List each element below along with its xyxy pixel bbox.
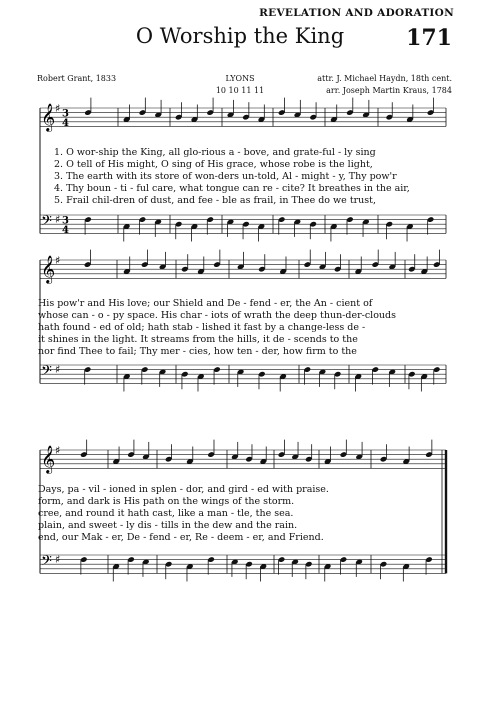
system-1-verse-4-lyrics: 4. Thy boun - ti - ful care, what tongue can re - cite? It breathes in the air, xyxy=(54,183,410,194)
system-1-verse-3-lyrics: 3. The earth with its store of won-ders un-told, Al - might - y, Thy pow'r xyxy=(54,171,397,182)
section-heading: REVELATION AND ADORATION xyxy=(259,7,454,19)
system-1-verse-1-lyrics: 1. O wor-ship the King, all glo-rious a - bove, and grate-ful - ly sing xyxy=(54,147,376,158)
composer-credit: attr. J. Michael Haydn, 18th cent. xyxy=(317,74,452,83)
system-1-bass-clef: 𝄢 xyxy=(41,213,52,233)
arranger-credit: arr. Joseph Martin Kraus, 1784 xyxy=(326,86,452,95)
system-2-treble-key-sharp: ♯ xyxy=(55,254,61,267)
system-3-verse-2-lyrics: form, and dark is His path on the wings of the storm. xyxy=(38,496,295,507)
system-1-time-signature-top: 3 xyxy=(62,108,69,120)
system-3-bass-clef: 𝄢 xyxy=(41,553,52,573)
system-3-verse-5-lyrics: end, our Mak - er, De - fend - er, Re - deem - er, and Friend. xyxy=(38,532,324,543)
system-2-verse-2-lyrics: whose can - o - py space. His char - iots of wrath the deep thun-der-clouds xyxy=(38,310,397,321)
system-2-bass-clef: 𝄢 xyxy=(41,363,52,383)
author-credit: Robert Grant, 1833 xyxy=(37,74,117,83)
system-2-treble-clef: 𝄞 xyxy=(41,255,56,283)
system-1-treble-clef: 𝄞 xyxy=(41,103,56,131)
system-2-verse-3-lyrics: hath found - ed of old; hath stab - lished it fast by a change-less de - xyxy=(38,322,366,333)
system-1-verse-2-lyrics: 2. O tell of His might, O sing of His grace, whose robe is the light, xyxy=(54,159,373,170)
system-1-verse-5-lyrics: 5. Frail chil-dren of dust, and fee - ble as frail, in Thee do we trust, xyxy=(54,195,377,206)
hymn-title: O Worship the King xyxy=(135,24,345,48)
system-1-time-signature-top: 3 xyxy=(62,215,69,227)
system-1-bass-key-sharp: ♯ xyxy=(55,213,61,226)
hymn-number: 171 xyxy=(406,25,452,51)
system-3-verse-1-lyrics: Days, pa - vil - ioned in splen - dor, and gird - ed with praise. xyxy=(38,484,329,495)
tune-name: LYONS xyxy=(225,74,255,83)
system-3-bass-key-sharp: ♯ xyxy=(55,553,61,566)
system-2-verse-1-lyrics: His pow'r and His love; our Shield and De - fend - er, the An - cient of xyxy=(38,298,373,309)
system-3-verse-3-lyrics: cree, and round it hath cast, like a man - tle, the sea. xyxy=(38,508,294,519)
system-3-treble-clef: 𝄞 xyxy=(41,445,56,473)
system-1-time-signature-bottom: 4 xyxy=(62,224,69,236)
system-1-treble-key-sharp: ♯ xyxy=(55,102,61,115)
system-2-verse-5-lyrics: nor find Thee to fail; Thy mer - cies, how ten - der, how firm to the xyxy=(38,346,357,357)
system-1-time-signature-bottom: 4 xyxy=(62,117,69,129)
meter: 10 10 11 11 xyxy=(215,86,265,95)
system-2-verse-4-lyrics: it shines in the light. It streams from the hills, it de - scends to the xyxy=(38,334,358,345)
system-3-treble-key-sharp: ♯ xyxy=(55,444,61,457)
system-2-bass-key-sharp: ♯ xyxy=(55,363,61,376)
system-3-verse-4-lyrics: plain, and sweet - ly dis - tills in the dew and the rain. xyxy=(38,520,298,531)
